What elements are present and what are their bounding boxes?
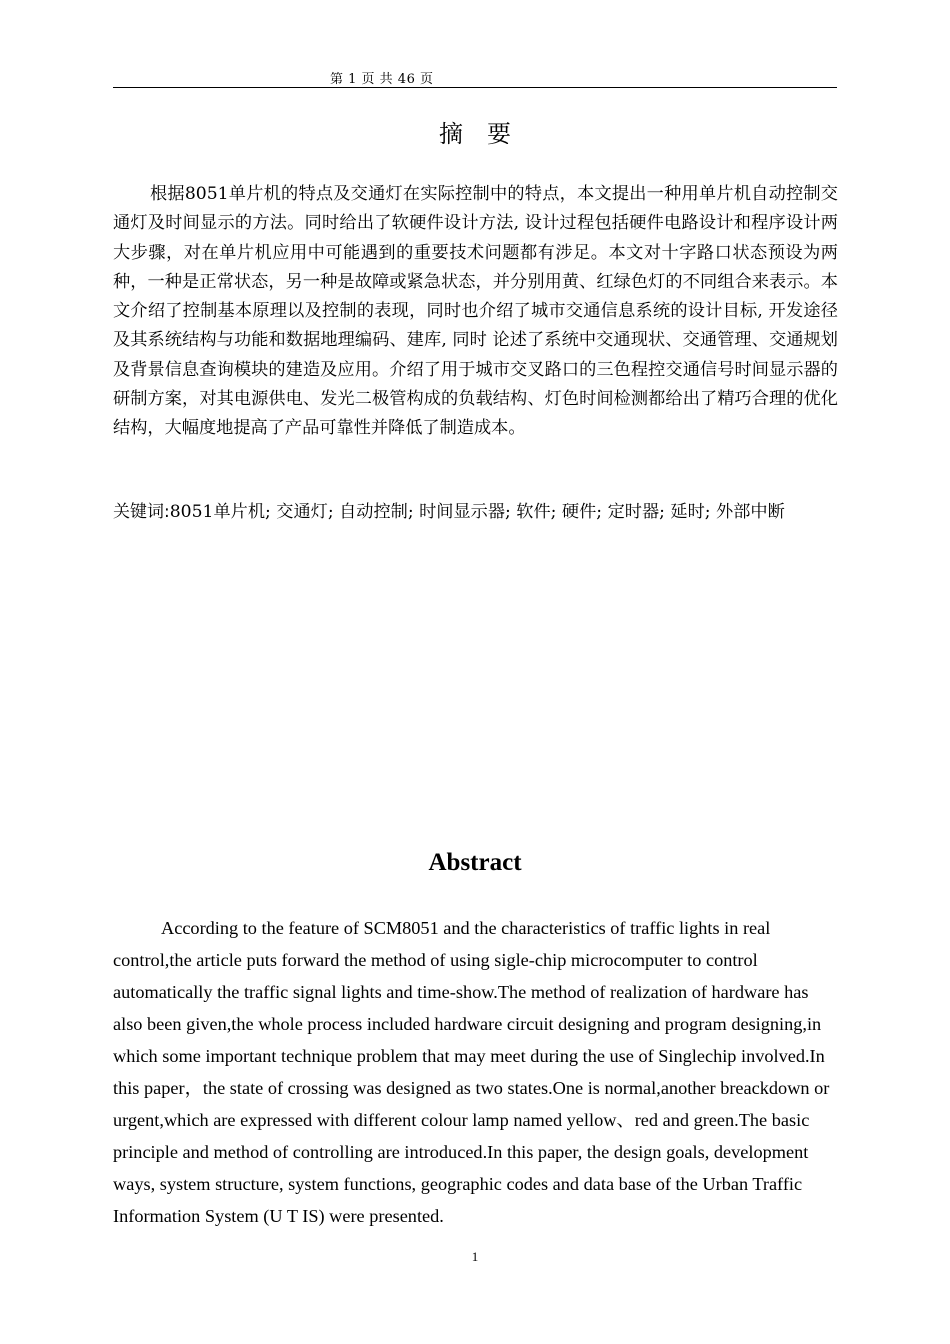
page-number: 1 (471, 1249, 479, 1264)
keywords-label: 关键词: (113, 502, 170, 522)
english-abstract-body: According to the feature of SCM8051 and the characteristics of traffic lights in real control,the article puts forward the method of using sigle-chip microcomputer to control automatically the traffic signal lights and time-show.The method of realization of hardware has also been given,the whole process included hardware circuit designing and program designing,in which some important technique problem that may meet during the use of Singlechip involved.In this paper，the state of crossing was designed as two states.One is normal,another breackdown or urgent,which are expressed with different colour lamp named yellow、red and green.The basic principle and method of controlling are introduced.In this paper, the design goals, development ways, system structure, system functions, geographic codes and data base of the Urban Traffic Information System (U T IS) were presented. (113, 918, 830, 1226)
page-header: 第 1 页 共 46 页 (330, 72, 434, 87)
english-abstract-title: Abstract (428, 849, 522, 876)
chinese-keywords (113, 498, 838, 527)
header-divider (113, 87, 837, 88)
chinese-abstract-title: 摘要 (439, 120, 535, 148)
keywords-list: 8051单片机; 交通灯; 自动控制; 时间显示器; 软件; 硬件; 定时器; 延时; 外部中断 (169, 502, 785, 522)
chinese-abstract-body: 根据8051单片机的特点及交通灯在实际控制中的特点，本文提出一种用单片机自动控制交通灯及时间显示的方法。同时给出了软硬件设计方法, 设计过程包括硬件电路设计和程序设计两大步骤，对在单片机应用中可能遇到的重要技术问题都有涉足。本文对十字路口状态预设为两种，一种是正常状态，另一种是故障或紧急状态，并分别用黄、红绿色灯的不同组合来表示。本文介绍了控制基本原理以及控制的表现，同时也介绍了城市交通信息系统的设计目标, 开发途径及其系统结构与功能和数据地理编码、建库, 同时 论述了系统中交通现状、交通管理、交通规划及背景信息查询模块的建造及应用。介绍了用于城市交叉路口的三色程控交通信号时间显示器的研制方案，对其电源供电、发光二极管构成的负载结构、灯色时间检测都给出了精巧合理的优化结构，大幅度地提高了产品可靠性并降低了制造成本。 (113, 184, 838, 439)
